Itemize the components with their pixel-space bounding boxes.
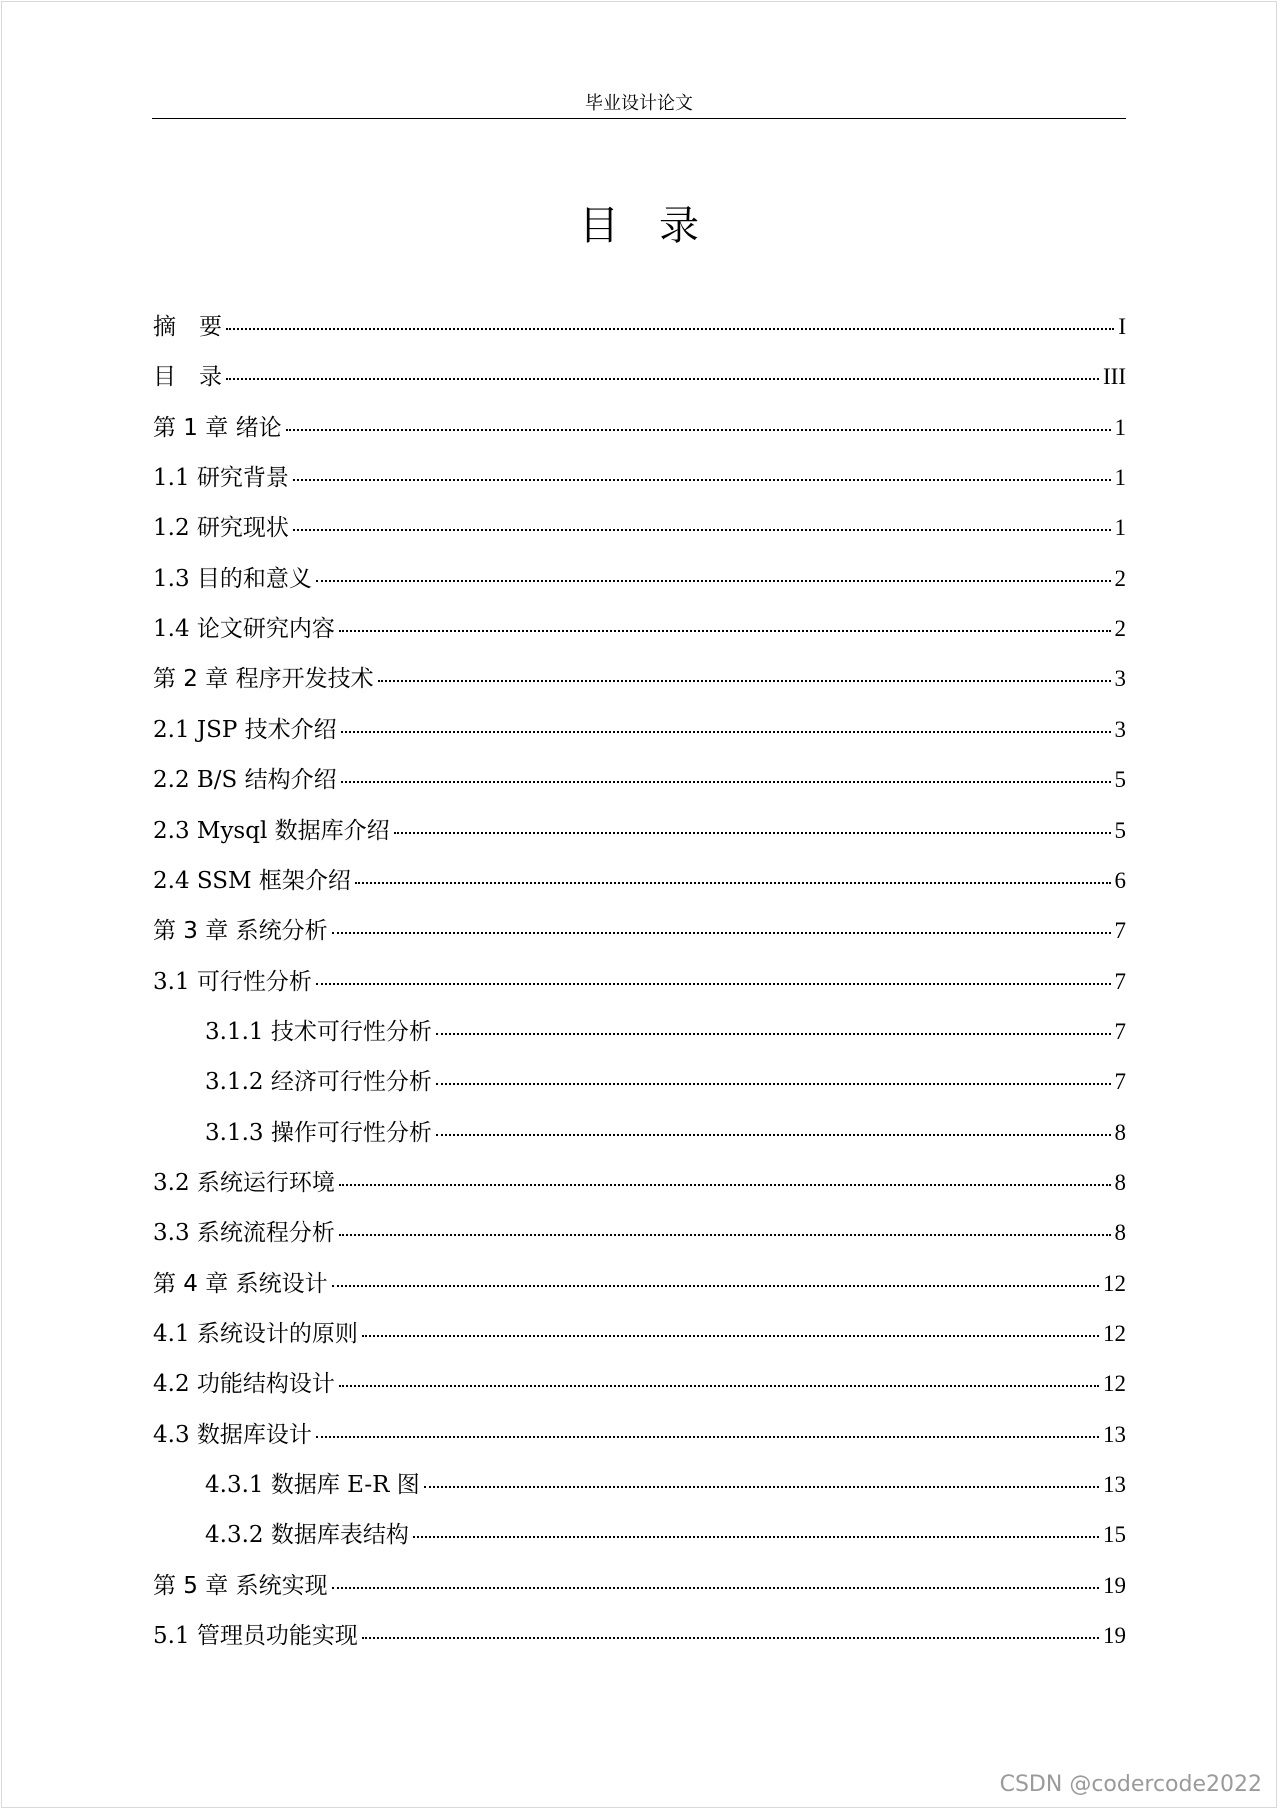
toc-entry[interactable] (153, 309, 1126, 345)
toc-entry-page-number: 5 (1114, 818, 1126, 843)
toc-entry-page-number: 7 (1114, 969, 1126, 994)
toc-entry[interactable] (205, 1517, 1126, 1553)
toc-entry-label: 1.2 研究现状 (153, 515, 289, 541)
dot-leader (436, 1083, 1111, 1085)
dot-leader (293, 529, 1111, 531)
toc-entry-label: 第 5 章 系统实现 (153, 1573, 328, 1599)
toc-entry-page-number: 1 (1114, 415, 1126, 440)
toc-entry-label: 第 4 章 系统设计 (153, 1271, 328, 1297)
toc-entry[interactable] (153, 460, 1126, 496)
dot-leader (355, 882, 1111, 884)
toc-entry-label: 目 录 (153, 364, 222, 390)
watermark: CSDN @codercode2022 (999, 1772, 1262, 1797)
dot-leader (316, 580, 1111, 582)
toc-entry-page-number: 3 (1114, 717, 1126, 742)
toc-entry[interactable] (153, 611, 1126, 647)
dot-leader (316, 983, 1111, 985)
toc-entry-page-number: 13 (1103, 1422, 1126, 1447)
dot-leader (316, 1436, 1099, 1438)
toc-entry-label: 5.1 管理员功能实现 (153, 1623, 358, 1649)
toc-entry[interactable] (153, 1215, 1126, 1251)
toc-entry[interactable] (153, 712, 1126, 748)
toc-entry[interactable] (153, 1417, 1126, 1453)
toc-entry-page-number: 8 (1114, 1170, 1126, 1195)
toc-entry-page-number: 5 (1114, 767, 1126, 792)
toc-entry[interactable] (153, 1366, 1126, 1402)
dot-leader (378, 680, 1111, 682)
toc-entry-label: 1.4 论文研究内容 (153, 616, 335, 642)
toc-entry-page-number: 1 (1114, 465, 1126, 490)
toc-entry[interactable] (205, 1014, 1126, 1050)
toc-entry-label: 4.3.1 数据库 E-R 图 (205, 1472, 420, 1498)
toc-entry[interactable] (153, 1165, 1126, 1201)
dot-leader (226, 328, 1114, 330)
dot-leader (362, 1335, 1099, 1337)
toc-entry[interactable] (153, 410, 1126, 446)
dot-leader (341, 781, 1111, 783)
toc-entry-label: 3.1.1 技术可行性分析 (205, 1019, 432, 1045)
toc-entry-label: 第 3 章 系统分析 (153, 918, 328, 944)
toc-entry-label: 4.3 数据库设计 (153, 1422, 312, 1448)
toc-entry-page-number: 8 (1114, 1220, 1126, 1245)
toc-entry-label: 摘 要 (153, 314, 222, 340)
toc-entry[interactable] (205, 1064, 1126, 1100)
toc-entry-page-number: 2 (1114, 616, 1126, 641)
toc-entry-page-number: 12 (1103, 1321, 1126, 1346)
toc-entry-page-number: 19 (1103, 1623, 1126, 1648)
toc-entry[interactable] (153, 762, 1126, 798)
toc-entry-page-number: 1 (1114, 515, 1126, 540)
toc-entry-page-number: 12 (1103, 1371, 1126, 1396)
toc-entry-page-number: 15 (1103, 1522, 1126, 1547)
toc-entry-page-number: 6 (1114, 868, 1126, 893)
toc-entry-label: 4.2 功能结构设计 (153, 1371, 335, 1397)
toc-entry[interactable] (153, 359, 1126, 395)
toc-entry-label: 2.1 JSP 技术介绍 (153, 717, 337, 743)
toc-entry-page-number: III (1103, 364, 1126, 389)
toc-entry-page-number: 19 (1103, 1573, 1126, 1598)
dot-leader (339, 1184, 1111, 1186)
toc-entry-page-number: 2 (1114, 566, 1126, 591)
dot-leader (436, 1033, 1111, 1035)
dot-leader (339, 1385, 1099, 1387)
toc-entry-page-number: I (1118, 314, 1126, 339)
toc-entry[interactable] (153, 1568, 1126, 1604)
dot-leader (341, 731, 1111, 733)
toc-entry[interactable] (205, 1467, 1126, 1503)
running-header: 毕业设计论文 (585, 93, 693, 114)
toc-entry-label: 第 1 章 绪论 (153, 415, 282, 441)
toc-entry-label: 2.4 SSM 框架介绍 (153, 868, 351, 894)
toc-entry[interactable] (153, 813, 1126, 849)
dot-leader (339, 1234, 1111, 1236)
toc-entry-page-number: 8 (1114, 1120, 1126, 1145)
toc-entry-label: 4.3.2 数据库表结构 (205, 1522, 409, 1548)
toc-entry-label: 2.3 Mysql 数据库介绍 (153, 818, 390, 844)
dot-leader (332, 932, 1111, 934)
toc-entry[interactable] (153, 561, 1126, 597)
toc-entry-label: 1.3 目的和意义 (153, 566, 312, 592)
dot-leader (332, 1587, 1099, 1589)
toc-entry-label: 3.2 系统运行环境 (153, 1170, 335, 1196)
toc-entry[interactable] (153, 1266, 1126, 1302)
toc-entry-label: 3.3 系统流程分析 (153, 1220, 335, 1246)
toc-entry-label: 3.1.3 操作可行性分析 (205, 1120, 432, 1146)
dot-leader (339, 630, 1111, 632)
toc-entry[interactable] (153, 510, 1126, 546)
toc-entry-page-number: 7 (1114, 918, 1126, 943)
toc-entry-label: 3.1 可行性分析 (153, 969, 312, 995)
dot-leader (394, 832, 1111, 834)
dot-leader (413, 1536, 1099, 1538)
dot-leader (332, 1285, 1099, 1287)
toc-entry-label: 4.1 系统设计的原则 (153, 1321, 358, 1347)
toc-entry-page-number: 7 (1114, 1069, 1126, 1094)
toc-title: 目录 (579, 203, 739, 249)
toc-entry-page-number: 13 (1103, 1472, 1126, 1497)
toc-entry-page-number: 12 (1103, 1271, 1126, 1296)
toc-entry[interactable] (205, 1115, 1126, 1151)
dot-leader (286, 429, 1111, 431)
dot-leader (293, 479, 1111, 481)
toc-entry-page-number: 3 (1114, 666, 1126, 691)
toc-entry-label: 第 2 章 程序开发技术 (153, 666, 374, 692)
toc-entry[interactable] (153, 1316, 1126, 1352)
toc-entry-label: 2.2 B/S 结构介绍 (153, 767, 337, 793)
dot-leader (436, 1134, 1111, 1136)
toc-entry[interactable] (153, 1618, 1126, 1654)
toc-entry[interactable] (153, 661, 1126, 697)
dot-leader (362, 1637, 1099, 1639)
toc-entry[interactable] (153, 964, 1126, 1000)
dot-leader (424, 1486, 1099, 1488)
toc-entry-page-number: 7 (1114, 1019, 1126, 1044)
dot-leader (226, 378, 1099, 380)
toc-entry-label: 3.1.2 经济可行性分析 (205, 1069, 432, 1095)
toc-entry-label: 1.1 研究背景 (153, 465, 289, 491)
toc-entry[interactable] (153, 913, 1126, 949)
toc-entry[interactable] (153, 863, 1126, 899)
